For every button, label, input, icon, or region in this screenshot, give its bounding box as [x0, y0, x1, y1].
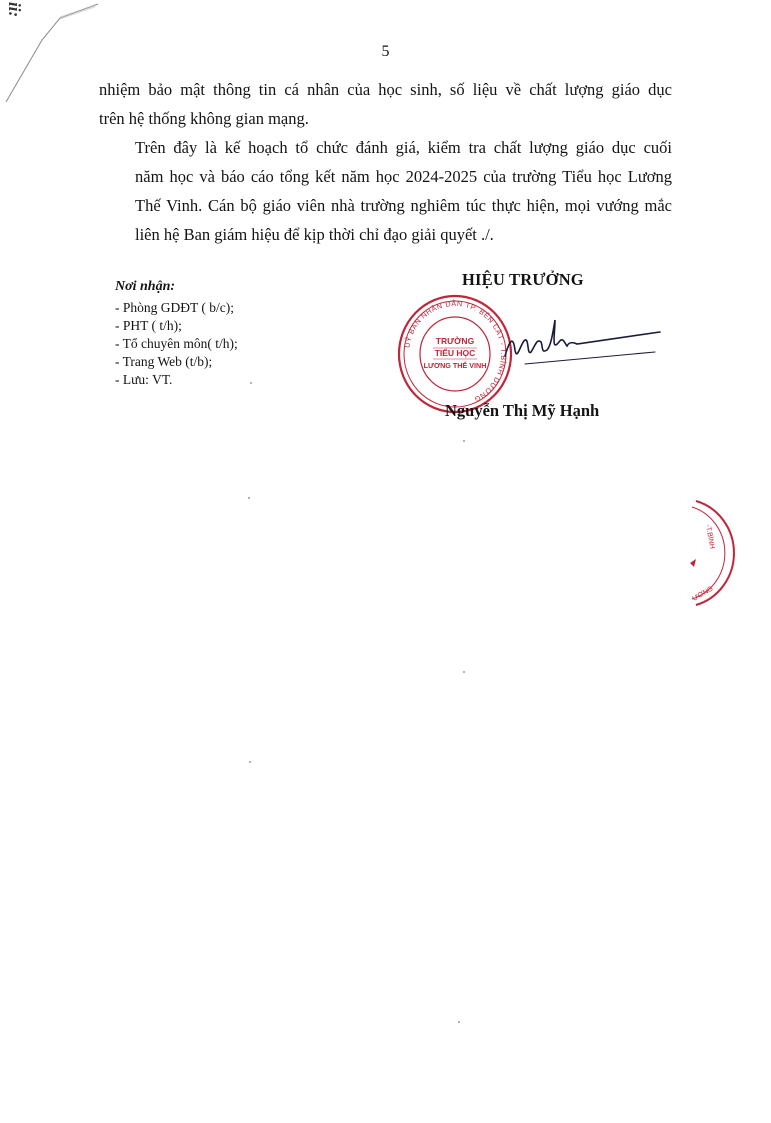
scan-speck [250, 382, 252, 384]
scan-speck [463, 671, 465, 673]
paragraph-2 [99, 133, 672, 249]
body-text [99, 75, 672, 249]
scan-speck [249, 761, 251, 763]
scan-speck [463, 440, 465, 442]
svg-text:ƯƠNG: ƯƠNG [691, 585, 715, 603]
seal-line-1: TRƯỜNG [435, 336, 475, 346]
recipient-item: - Lưu: VT. [115, 372, 173, 387]
text-line: nhiệm bảo mật thông tin cá nhân của học sinh, số liệu về chất lượng giáo dục [99, 80, 672, 99]
corner-mark: ii: [5, 2, 24, 18]
handwritten-signature [495, 312, 665, 382]
recipients-block [115, 278, 238, 389]
text-line: Thế Vinh. Cán bộ giáo viên nhà trường nghiêm túc thực hiện, mọi vướng mắc [135, 196, 672, 215]
edge-seal-fragment [688, 493, 748, 613]
seal-line-2: TIỂU HỌC [434, 348, 476, 358]
recipients-list [115, 299, 238, 389]
recipient-item: - Trang Web (t/b); [115, 354, 213, 369]
seal-ring-text: UỶ BAN NHÂN DÂN TP. BẾN CÁT - T.BÌNH DƯƠNG [402, 298, 509, 405]
recipient-item: - PHT ( t/h); [115, 318, 182, 333]
svg-text:-T.BÌNH: -T.BÌNH [704, 524, 716, 550]
text-line: trên hệ thống không gian mạng. [99, 109, 309, 128]
seal-line-3: LƯƠNG THẾ VINH [423, 361, 487, 370]
signer-name: Nguyễn Thị Mỹ Hạnh [445, 401, 600, 420]
page-number: 5 [381, 43, 390, 60]
paragraph-1 [99, 75, 672, 133]
text-line: Trên đây là kế hoạch tổ chức đánh giá, kiểm tra chất lượng giáo dục cuối [135, 138, 672, 157]
scan-speck [458, 1021, 460, 1023]
recipients-heading: Nơi nhận: [115, 279, 176, 294]
signer-title: HIỆU TRƯỞNG [462, 270, 584, 289]
text-line: năm học và báo cáo tổng kết năm học 2024-2025 của trường Tiểu học Lương [135, 167, 672, 186]
recipient-item: - Tổ chuyên môn( t/h); [115, 336, 238, 351]
text-line: liên hệ Ban giám hiệu để kịp thời chỉ đạo giải quyết ./. [135, 225, 494, 244]
scan-speck [248, 497, 250, 499]
recipient-item: - Phòng GDĐT ( b/c); [115, 300, 234, 315]
